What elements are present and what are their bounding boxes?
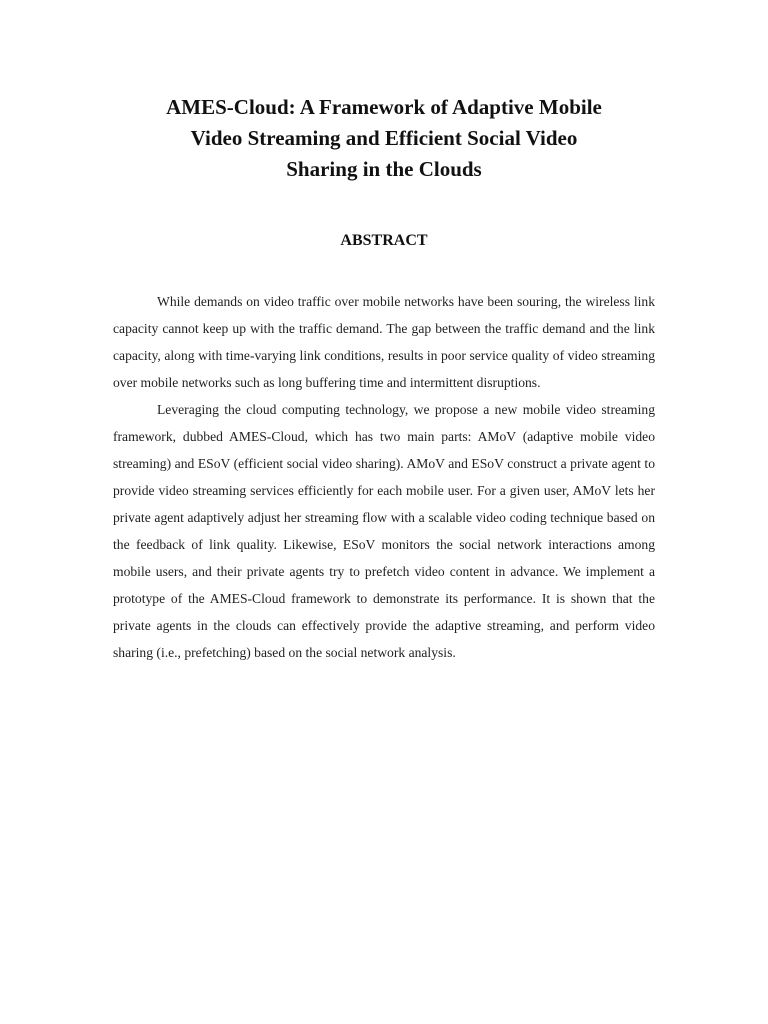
- abstract-paragraph-2: Leveraging the cloud computing technology, we propose a new mobile video streaming framework, dubbed AMES-Cloud, which has two main parts: AMoV (adaptive mobile video streaming) and ESoV (efficient social video sharing). AMoV and ESoV construct a private agent to provide video streaming services efficiently for each mobile user. For a given user, AMoV lets her private agent adaptively adjust her streaming flow with a scalable video coding technique based on the feedback of link quality. Likewise, ESoV monitors the social network interactions among mobile users, and their private agents try to prefetch video content in advance. We implement a prototype of the AMES-Cloud framework to demonstrate its performance. It is shown that the private agents in the clouds can effectively provide the adaptive streaming, and perform video sharing (i.e., prefetching) based on the social network analysis.: [113, 402, 655, 660]
- title-line-3: Sharing in the Clouds: [286, 157, 482, 181]
- abstract-heading: ABSTRACT: [340, 232, 428, 249]
- title-line-2: Video Streaming and Efficient Social Video: [190, 126, 578, 150]
- abstract-paragraph-1: While demands on video traffic over mobile networks have been souring, the wireless link capacity cannot keep up with the traffic demand. The gap between the traffic demand and the link capacity, along with time-varying link conditions, results in poor service quality of video streaming over mobile networks such as long buffering time and intermittent disruptions.: [113, 294, 655, 390]
- paper-title: [84, 92, 684, 185]
- title-line-1: AMES-Cloud: A Framework of Adaptive Mobile: [166, 95, 602, 119]
- abstract-body: [113, 288, 655, 666]
